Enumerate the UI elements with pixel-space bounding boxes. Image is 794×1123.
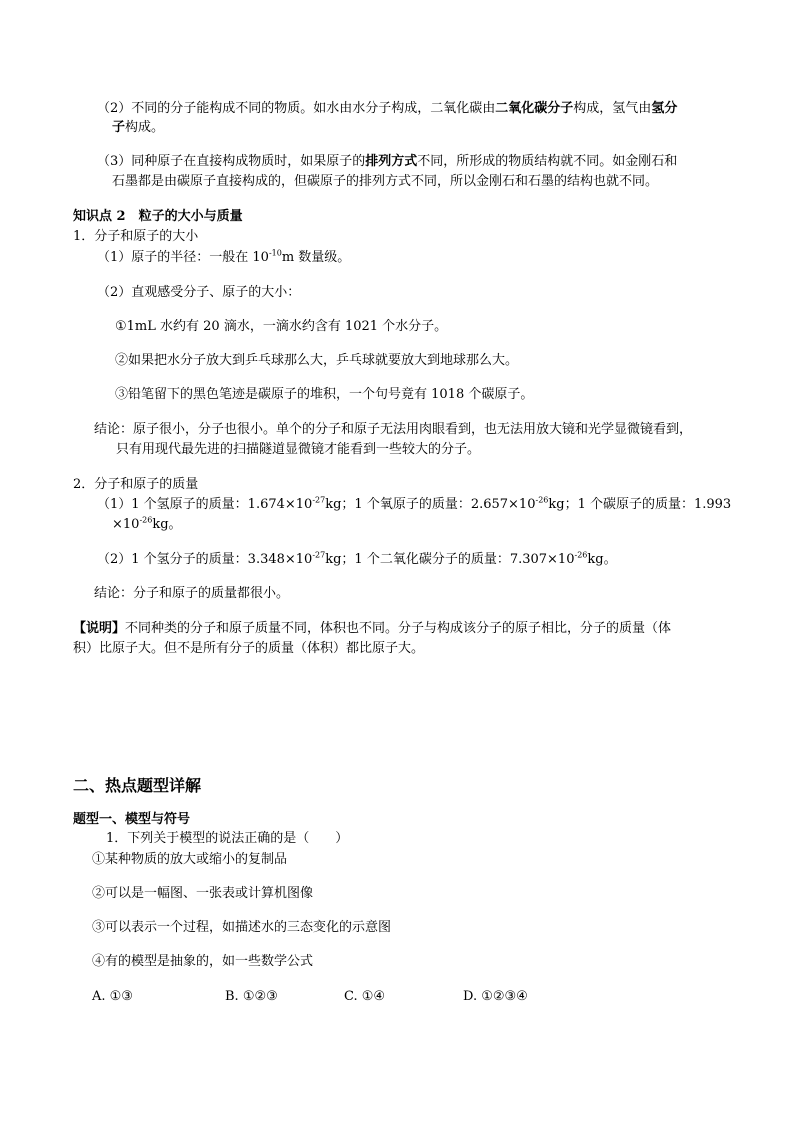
exp-a1: -27 [312, 495, 326, 505]
example-3: ③铅笔留下的黑色笔迹是碳原子的堆积，一个句号竟有 1018 个碳原子。 [115, 387, 534, 402]
atom-mass-line-2 [112, 516, 182, 534]
exp-a4: -26 [139, 515, 153, 525]
bold-co2-molecule: 二氧化碳分子 [495, 101, 574, 116]
para-3-text: （3）同种原子在直接构成物质时，如果原子的 [97, 154, 366, 169]
option-b[interactable]: B. ①②③ [225, 989, 278, 1004]
exp-m2: -26 [574, 550, 588, 560]
note-line-1 [73, 620, 671, 638]
para-3-text-post: 不同，所形成的物质结构就不同。如金刚石和 [417, 154, 678, 169]
atom-radius [97, 249, 350, 267]
size-conclusion-line-2: 只有用现代最先进的扫描隧道显微镜才能看到一些较大的分子。 [116, 442, 481, 457]
para-2-line-2 [112, 119, 164, 137]
hydrogen-atom-mass: （1）1 个氢原子的质量：1.674×10 [97, 497, 313, 512]
atom-radius-unit: m 数量级。 [281, 250, 351, 265]
atom-mass-line-1 [97, 496, 731, 514]
bold-arrangement: 排列方式 [365, 154, 418, 169]
example-2: ②如果把水分子放大到乒乓球那么大，乒乓球就要放大到地球那么大。 [115, 353, 519, 368]
para-3-line-1 [97, 153, 677, 171]
para-2-text-mid: 构成，氢气由 [573, 101, 652, 116]
exp-a2: -26 [535, 495, 549, 505]
bold-zi: 子 [112, 120, 126, 135]
size-heading: 1．分子和原子的大小 [73, 229, 199, 244]
carbon-atom-mass-times: ×10 [112, 517, 140, 532]
co2-molecule-mass: kg；1 个二氧化碳分子的质量：7.307×10 [325, 552, 575, 567]
question-type-1-title: 题型一、模型与符号 [73, 812, 191, 827]
option-a[interactable]: A. ①③ [92, 989, 133, 1004]
note-label: 【说明】 [73, 621, 126, 636]
statement-3: ③可以表示一个过程，如描述水的三态变化的示意图 [92, 920, 392, 935]
para-2-line-1 [97, 100, 677, 118]
mass-heading: 2．分子和原子的质量 [73, 477, 199, 492]
atom-radius-text: （1）原子的半径：一般在 10 [97, 250, 269, 265]
oxygen-atom-mass: kg；1 个氧原子的质量：2.657×10 [325, 497, 536, 512]
option-c[interactable]: C. ①④ [344, 989, 386, 1004]
mass-conclusion: 结论：分子和原子的质量都很小。 [94, 586, 290, 601]
para-2-text: （2）不同的分子能构成不同的物质。如水由水分子构成，二氧化碳由 [97, 101, 496, 116]
question-1-stem: 1．下列关于模型的说法正确的是（ ） [106, 831, 349, 846]
size-conclusion-line-1: 结论：原子很小，分子也很小。单个的分子和原子无法用肉眼看到，也无法用放大镜和光学显微镜看到， [94, 422, 693, 437]
note-text-1: 不同种类的分子和原子质量不同，体积也不同。分子与构成该分子的原子相比，分子的质量（体 [125, 621, 672, 636]
para-3-line-2: 石墨都是由碳原子直接构成的，但碳原子的排列方式不同，所以金刚石和石墨的结构也就不同。 [112, 174, 659, 189]
atom-radius-exponent: -10 [268, 248, 282, 258]
co2-molecule-mass-unit: kg。 [587, 552, 617, 567]
hydrogen-molecule-mass: （2）1 个氢分子的质量：3.348×10 [97, 552, 313, 567]
exp-m1: -27 [312, 550, 326, 560]
statement-2: ②可以是一幅图、一张表或计算机图像 [92, 886, 314, 901]
example-1: ①1mL 水约有 20 滴水，一滴水约含有 1021 个水分子。 [115, 319, 448, 334]
molecule-mass-line [97, 551, 617, 569]
statement-4: ④有的模型是抽象的，如一些数学公式 [92, 954, 314, 969]
section-2-title: 二、热点题型详解 [73, 776, 202, 795]
knowledge-point-2-title: 知识点 2 粒子的大小与质量 [73, 209, 243, 224]
option-d[interactable]: D. ①②③④ [463, 989, 528, 1004]
para-2-end: 构成。 [125, 120, 165, 135]
carbon-atom-mass: kg；1 个碳原子的质量：1.993 [548, 497, 732, 512]
statement-1: ①某种物质的放大或缩小的复制品 [92, 852, 288, 867]
note-line-2: 积）比原子大。但不是所有分子的质量（体积）都比原子大。 [73, 641, 425, 656]
bold-hydrogen-molecule: 氢分 [651, 101, 678, 116]
carbon-atom-mass-unit: kg。 [152, 517, 182, 532]
intuitive-heading: （2）直观感受分子、原子的大小： [97, 285, 301, 300]
